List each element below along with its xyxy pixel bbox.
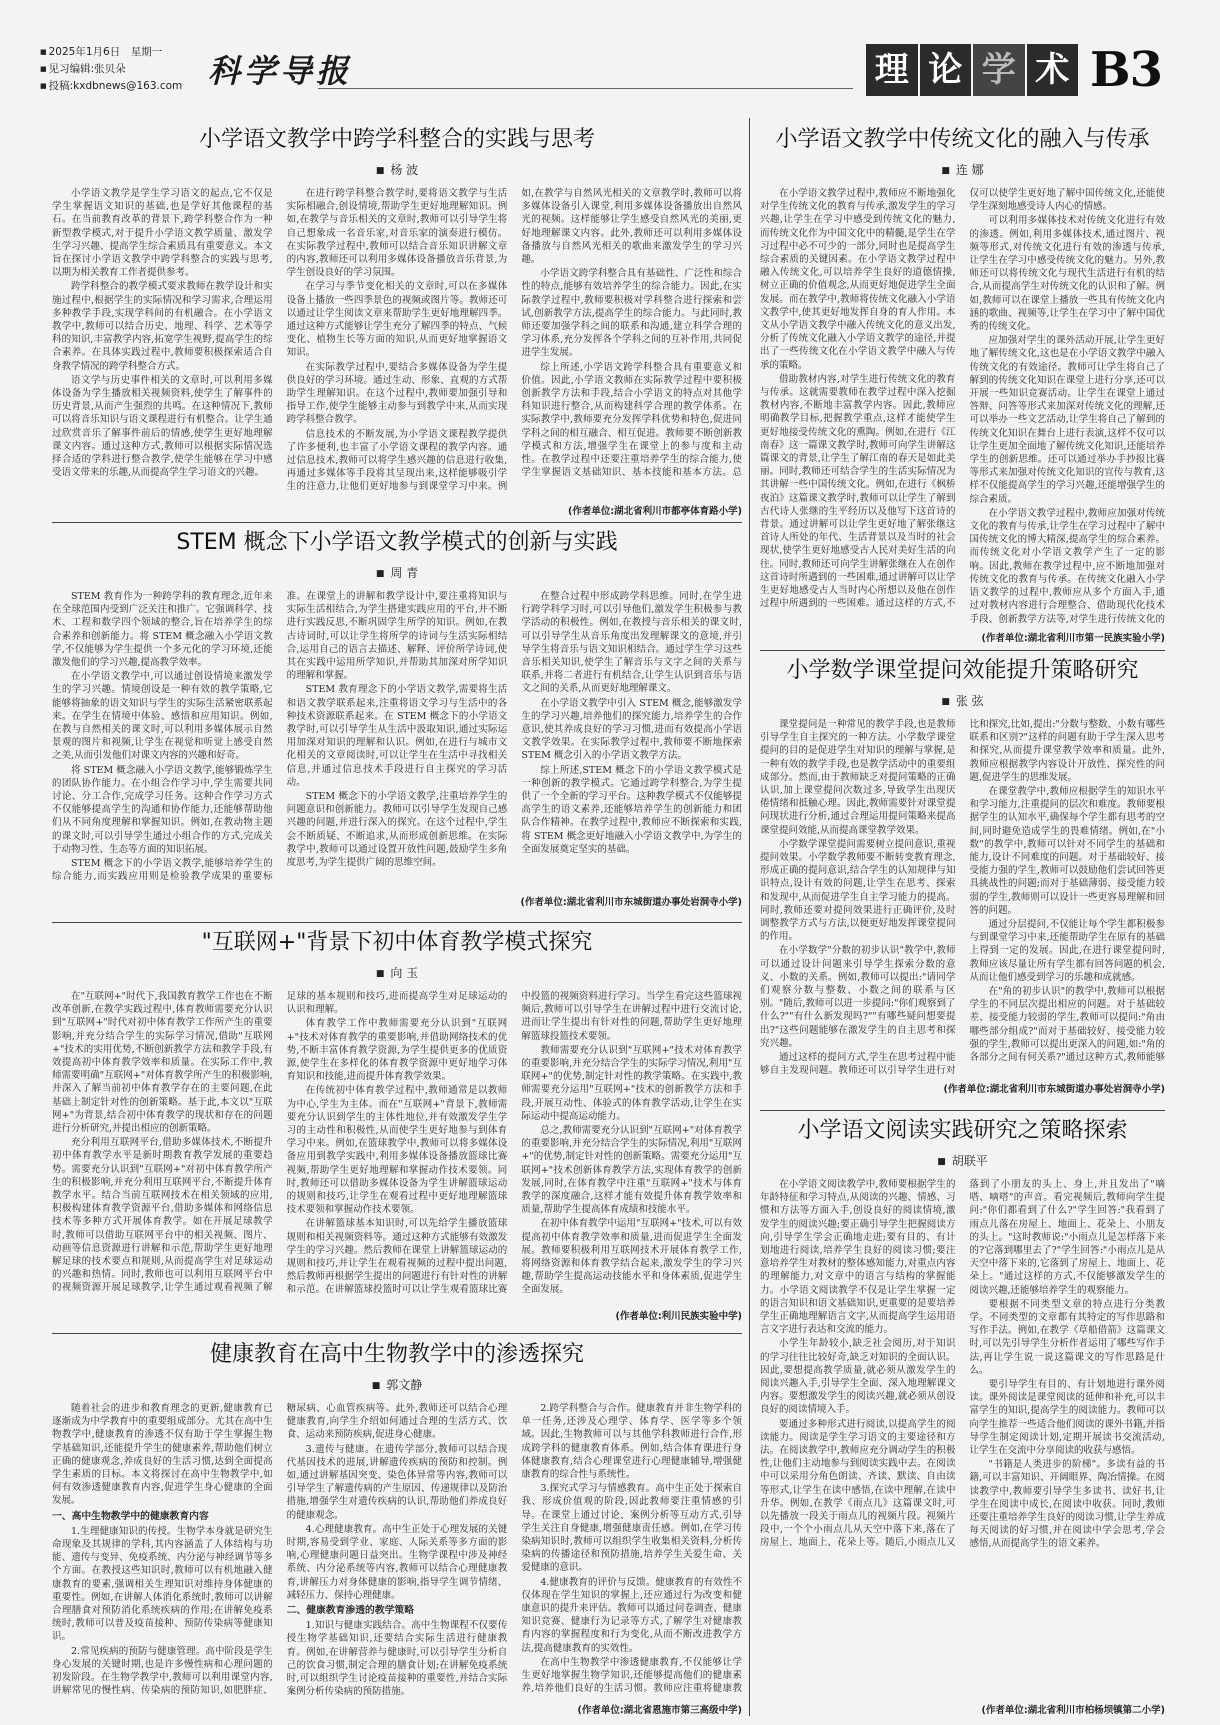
section-char: 论	[920, 44, 972, 96]
article-title: 小学语文教学中跨学科整合的实践与思考	[198, 127, 595, 152]
article-author: ■ 杨 波	[52, 161, 742, 181]
section-heading: 一、高中生物教学中的健康教育内容	[52, 1510, 209, 1522]
paragraph: STEM 教育作为一种跨学科的教育理念,近年来在全球范围内受到广泛关注和推广。它强调科学、技术、工程和数学四个领域的整合,旨在培养学生的综合素养和创新能力。将 STEM 概念融入小学语文教学,不仅能够为学生提供一个多元化的学习环境,还能激发他们的学习兴趣,提高教学效率。	[52, 591, 273, 669]
paragraph: 教师需要充分认识到"互联网+"技术对体育教学的重要影响,并充分结合学生的实际学习情况,利用"互联网+"的优势,制定针对性的教学策略。在实践中,教师需要充分运用"互联网+"技术的创新教学方法和手段,开展互动性、体验式的体育教学活动,让学生在实际运动中提高运动能力。	[521, 1044, 742, 1122]
article-title: 小学数学课堂提问效能提升策略研究	[786, 658, 1139, 683]
paragraph: 在初中体育教学中运用"互联网+"技术,可以有效提高初中体育教学效率和质量,进而促进学生全面发展。教师要积极利用互联网技术开展体育教学工作,将网络资源和体育教学结合起来,激发学生的学习兴趣,帮助学生提高运动技能水平和身体素质,促进学生全面发展。	[521, 1218, 742, 1296]
paragraph: 2.跨学科整合与合作。健康教育并非生物学科的单一任务,还涉及心理学、体育学、医学等多个领域。因此,生物教师可以与其他学科教师进行合作,形成跨学科的健康教育体系。例如,结合体育课进行身体健康教育,结合心理课堂进行心理健康辅导,增强健康教育的综合性与系统性。	[521, 1403, 742, 1481]
author-affiliation: (作者单位:湖北省利川市东城街道办事处岩洞寺小学)	[943, 1084, 1165, 1095]
paragraph: 通过分层提问,不仅能让每个学生都积极参与到课堂学习中来,还能帮助学生在原有的基础上得到一定的发展。因此,在进行课堂提问时,教师应该尽量让所有学生都有回答问题的机会,从而让他们感受到学习的乐趣和成就感。	[969, 919, 1165, 983]
paragraph: STEM 概念下的小学语文教学,能够培养学生的综合能力,而实践应用则是检验教学成果的重要标准。在课堂上的讲解和教学设计中,要注重将知识与实际生活相结合,为学生搭建实践应用的平台,并不断进行实践反思,不断巩固学生所学的知识。例如,在教古诗词时,可以让学生将所学的诗词与生活实际相结合,运用自己的语言去描述、解释、评价所学诗词,使其在实践中运用所学知识,并帮助其加深对所学知识的理解和掌握。	[52, 591, 508, 883]
paragraph: 在传统初中体育教学过程中,教师通常是以教师为中心,学生为主体。而在"互联网+"背景下,教师需要充分认识到学生的主体性地位,并有效激发学生学习的主动性和积极性,从而使学生更好地参与到体育学习中来。例如,在篮球教学中,教师可以将多媒体设备应用到教学实践中,利用多媒体设备播放篮球比赛视频,帮助学生更好地理解和掌握动作技术要领。同时,教师还可以借助多媒体设备为学生讲解篮球运动的规则和技巧,让学生在观看过程中更好地理解篮球技术要领和掌握动作技术要领。	[286, 1085, 508, 1216]
article-author: ■ 连 娜	[760, 161, 1165, 181]
author-affiliation: (作者单位:湖北省利川市都亭体育路小学)	[568, 506, 742, 517]
article-title: "互联网+"背景下初中体育教学模式探究	[201, 930, 593, 955]
paragraph: 在实际教学过程中,要结合多媒体设备为学生提供良好的学习环境。通过生动、形象、直观的方式帮助学生理解知识。在这个过程中,教师要加强引导和指导工作,使学生能够主动参与到教学中来,从而实现跨学科整合教学。	[286, 361, 508, 426]
paragraph: 应加强对学生的课外活动开展,让学生更好地了解传统文化,这也是在小学语文教学中融入传统文化的有效途径。教师可让学生将自己了解到的传统文化知识在课堂上进行分享,还可以开展一些知识竞赛活动。让学生在课堂上通过答辩、问答等形式来加深对传统文化的理解,还可以举办一些文艺活动,让学生将自己了解到的传统文化知识在舞台上进行表演,这样不仅可以让学生更加全面地了解传统文化知识,还能培养学生的创新思维。还可以通过举办手抄报比赛等形式来加强对传统文化知识的宣传与教育,这样不仅能提高学生的学习兴趣,还能增强学生的综合素质。	[969, 335, 1165, 505]
section-char: 理	[866, 44, 918, 96]
article-reading-practice	[760, 1116, 1165, 1718]
article-body	[52, 187, 742, 500]
column-divider	[749, 118, 750, 1716]
section-heading: 二、健康教育渗透的教学策略	[286, 1605, 415, 1617]
paragraph: 在讲解篮球基本知识时,可以先给学生播放篮球规则和相关视频资料等。通过这种方式能够有效激发学生的学习兴趣。然后教师在课堂上讲解篮球运动的规则和技巧,并让学生在观看视频的过程中提出问题,然后教师再根据学生提出的问题进行有针对性的讲解和示范。在讲解篮球投篮时可以让学生观看篮球比赛中投篮的视频资料进行学习。当学生看完这些篮球视频后,教师可以引导学生在讲解过程中进行交流讨论,进而让学生提出有针对性的问题,帮助学生更好地理解篮球投篮技术要领。	[286, 991, 742, 1296]
paragraph: 1.知识与健康实践结合。高中生物课程不仅要传授生物学基础知识,还要结合实际生活进行健康教育。例如,在讲解营养与健康时,可以引导学生分析自己的饮食习惯,制定合理的膳食计划;在讲解免疫系统时,可以组织学生讨论疫苗接种的重要性,并结合实际案例分析传染病的预防措施。	[286, 1620, 508, 1698]
masthead-rule	[318, 88, 853, 89]
article-health-biology	[52, 1340, 742, 1720]
paragraph: 小学语文教学是学生学习语文的起点,它不仅是学生掌握语文知识的基础,也是学好其他课程的基石。在当前教育改革的背景下,跨学科整合作为一种新型教学模式,对于提升小学语文教学质量、激发学生学习兴趣、提高学生综合素质具有重要意义。本文旨在探讨小学语文教学中跨学科整合的实践与思考,以期为相关教育工作者提供参考。	[52, 188, 273, 279]
paragraph: 要通过多种形式进行阅读,以提高学生的阅读能力。阅读是学生学习语文的主要途径和方法。在阅读教学中,教师应充分调动学生的积极性,让他们主动地参与到阅读实践中去。在阅读中可以采用分角色朗读、齐读、默读、自由读等形式,让学生在读中感悟,在读中理解,在读中升华。例如,在教学《雨点儿》这篇课文时,可以先播放一段关于雨点儿的视频片段。视频片段中,一个个小雨点儿从天空中落下来,落在了房屋上、地面上、花朵上等。随后,小雨点儿又落到了小朋友的头上、身上,并且发出了"嘀嗒、嘀嗒"的声音。看完视频后,教师向学生提问:"你们都看到了什么?"学生回答:"我看到了雨点儿落在房屋上、地面上、花朵上、小朋友的头上。"这时教师说:"小雨点儿是怎样落下来的?它落到哪里去了?"学生回答:"小雨点儿是从天空中落下来的,它落到了房屋上、地面上、花朵上。"通过这样的方式,不仅能够激发学生的阅读兴趣,还能够培养学生的观察能力。	[760, 1179, 1165, 1549]
paragraph: 总之,教师需要充分认识到"互联网+"对体育教学的重要影响,并充分结合学生的实际情况,利用"互联网+"的优势,制定针对性的创新策略。需要充分运用"互联网+"技术创新体育教学方法,实现体育教学的创新发展,同时,在体育教学中注重"互联网+"技术与体育教学的深度融合,这样才能有效提升体育教学效率和质量,帮助学生提高体育成绩和技能水平。	[521, 1125, 742, 1216]
article-cross-subject	[52, 125, 742, 520]
author-affiliation: (作者单位:湖北省利川市第一民族实验小学)	[981, 633, 1165, 644]
paragraph: 随着社会的进步和教育理念的更新,健康教育已逐渐成为中学教育中的重要组成部分。尤其在高中生物教学中,健康教育的渗透不仅有助于学生掌握生物学基础知识,还能提升学生的健康素养,帮助他们树立正确的健康观念,养成良好的生活习惯,达到全面提高学生素质的目标。本文将探讨在高中生物教学中,如何有效渗透健康教育内容,促进学生身心健康的全面发展。	[52, 1403, 273, 1507]
paragraph: 小学生年龄较小,缺乏社会阅历,对于知识的学习往往比较好奇,缺乏对知识的全面认识。因此,要想提高教学质量,就必须从激发学生的阅读兴趣入手,引导学生全面、深入地理解课文内容。要想激发学生的阅读兴趣,就必须从创设良好的阅读情境入手。	[760, 1338, 956, 1416]
paragraph: 综上所述,小学语文跨学科整合具有重要意义和价值。因此,小学语文教师在实际教学过程中要积极创新教学方法和手段,结合小学语文的特点对其他学科知识进行整合,从而构建科学合理的教学体系。在实际教学中,教师要充分发挥学科优势和特色,促进同学科之间的相互融合、相互促进。教师要不断创新教学模式和方法,增强学生在课堂上的参与度和主动性。在教学过程中还要注重培养学生的综合能力,使学生掌握语文基础知识、基本技能和基本方法。总	[521, 361, 742, 479]
paragraph: 要根据不同类型文章的特点进行分类教学。不同类型的文章都有其特定的写作思路和写作手法。例如,在教学《草船借箭》这篇课文时,可以先引导学生分析作者运用了哪些写作手法,再让学生说一说这篇课文的写作思路是什么。	[969, 1298, 1165, 1376]
paragraph: 3.遗传与健康。在遗传学部分,教师可以结合现代基因技术的进展,讲解遗传疾病的预防和控制。例如,通过讲解基因突变、染色体异常等内容,教师可以引导学生了解遗传病的产生原因、传递规律以及防治措施,增强学生对遗传疾病的认识,帮助他们养成良好的健康观念。	[286, 1443, 508, 1521]
paragraph: 在"互联网+"时代下,我国教育教学工作也在不断改革创新,在教学实践过程中,体育教师需要充分认识到"互联网+"时代对初中体育教学工作所产生的重要影响,并充分结合学生的实际学习情况,借助"互联网+"技术的实用优势,不断创新教学方法和教学手段,有效提高初中体育教学效率和质量。在实际工作中,教师需要明确"互联网+"对体育教学所产生的积极影响,并深入了解当前初中体育教学存在的主要问题,在此基础上制定针对性的创新策略。基于此,本文以"互联网+"为背景,结合初中体育教学的现状和存在的问题进行分析研究,并提出相应的创新策略。	[52, 991, 273, 1135]
paragraph: 通过这样的提问方式,学生在思考过程中能够自主发现问题。教师还可以引导学生进行对比和探究,比如,提出:"分数与整数、小数有哪些联系和区别?"这样的问题有助于学生深入思考和探究,从而提升课堂教学效率和质量。此外,教师应根据教学内容设计开放性、探究性的问题,促进学生的思维发展。	[760, 719, 1165, 1077]
article-math-questioning	[760, 656, 1165, 1106]
paragraph: 在小学语文教学中,可以通过创设情境来激发学生的学习兴趣。情境创设是一种有效的教学策略,它能够将抽象的语文知识与学生的实际生活紧密联系起来。在学生在情境中体验、感悟和应用知识。例如,在教与自然相关的课文时,可以利用多媒体展示自然景观的图片和视频,让学生在视觉和听觉上感受自然之美,从而引发他们对课文内容的兴趣和好奇。	[52, 671, 273, 762]
paragraph: 在课堂教学中,教师应根据学生的知识水平和学习能力,注重提问的层次和难度。教师要根据学生的认知水平,确保每个学生都有思考的空间,同时避免造成学生的畏难情绪。例如,在"小数"的教学中,教师可以针对不同学生的基础和能力,设计不同难度的问题。对于基础较好、接受能力强的学生,教师可以鼓励他们尝试回答更具挑战性的问题;而对于基础薄弱、接受能力较弱的学生,教师则可以设计一些更容易理解和回答的问题。	[969, 786, 1165, 916]
paragraph: 小学数学课堂提问需要树立提问意识,重视提问效果。小学数学教师要不断转变教育理念,形成正确的提问意识,结合学生的认知规律与知识特点,设计有效的问题,让学生在思考、探索和发现中,从而促进学生自主学习能力的提高。同时,教师还要对提问效果进行正确评价,及时调整教学方式与方法,以便更好地发挥课堂提问的作用。	[760, 838, 956, 943]
paragraph: STEM 教育理念下的小学语文教学,需要将生活和语文教学联系起来,注重将语文学习与生活中的各种技术资源联系起来。在 STEM 概念下的小学语文教学时,可以引导学生从生活中汲取知识,通过实际运用加深对知识的理解和认识。例如,在进行与城市文化相关的文章阅读时,可以让学生在生活中寻找相关信息,并通过信息技术手段进行自主探究的学习活动。	[286, 684, 508, 788]
article-author: ■ 张 弦	[760, 692, 1165, 712]
article-stem	[52, 528, 742, 918]
article-divider	[52, 1333, 742, 1334]
article-body	[52, 590, 742, 890]
article-title: 健康教育在高中生物教学中的渗透探究	[209, 1342, 584, 1367]
paragraph: 在小学语文教学过程中,教师应不断地强化对学生传统文化的教育与传承,激发学生的学习兴趣,让学生在学习中感受到传统文化的魅力,而传统文化作为中国文化中的精髓,是学生在学习过程中必不可少的一部分,同时也是提高学生综合素质的关键因素。在小学语文教学过程中融入传统文化,可以培养学生良好的道德情操,树立正确的价值观念,从而更好地促进学生全面发展。而在教学中,教师将传统文化融入小学语文教学中,使其更好地发挥自身的育人作用。本文从小学语文教学中融入传统文化的意义出发,分析了传统文化融入小学语文教学的途径,并提出了一些传统文化在小学语文教学中融入与传承的策略。	[760, 188, 956, 371]
paragraph: 语文学与历史事件相关的文章时,可以利用多媒体设备为学生播放相关视频资料,使学生了解事件的历史背景,从而产生强烈的共鸣。在这种情况下,教师可以将音乐知识与语文课程进行有机整合。让学生通过欣赏音乐了解事件前后的情感,使学生更好地理解课文内容。通过这种方式,教师可以根据实际情况选择合适的学科进行整合教学,使学生能够在学习中感受语文带来的乐趣,从而提高学生学习语文的兴趣。	[52, 374, 273, 479]
paragraph: 充分利用互联网平台,借助多媒体技术,不断提升初中体育教学水平是新时期教育教学发展的重要趋势。需要充分认识到"互联网+"对初中体育教学所产生的积极影响,并充分利用互联网平台,不断提升体育教学水平。结合当前互联网技术在相关领域的应用,积极构建体育教学资源平台,借助多媒体和网络信息技术等多种方式开展体育教学。如在开展足球教学时,教师可以借助互联网平台中的相关视频、图片、动画等信息资源进行讲解和示范,帮助学生更好地理解足球的技术要点和规则,从而提高学生对足球运动的兴趣和热情。同时,教师也可以利用互联网平台中的视频资源开展足球教学,让学生通过观看视频了解足球的基本规则和技巧,进而提高学生对足球运动的认识和理解。	[52, 991, 508, 1294]
paragraph: 在学习与季节变化相关的文章时,可以在多媒体设备上播放一些四季景色的视频或图片等。教师还可以通过让学生阅读文章来帮助学生更好地理解四季。通过这种方式能够让学生充分了解四季的特点、气候变化、植物生长等方面的知识,从而更好地掌握语文知识。	[286, 281, 508, 359]
article-author: ■ 向 玉	[52, 964, 742, 984]
paragraph: 3.探究式学习与情感教育。高中生正处于探索自我、形成价值观的阶段,因此教师要注重情感的引导。在课堂上通过讨论、案例分析等互动方式,引导学生关注自身健康,增强健康责任感。例如,在学习传染病知识时,教师可以组织学生收集相关资料,分析传染病的传播途径和预防措施,培养学生关爱生命、关爱健康的意识。	[521, 1483, 742, 1574]
paragraph: 体育教学工作中教师需要充分认识到"互联网+"技术对体育教学的重要影响,并借助网络技术的优势,不断丰富体育教学资源,为学生提供更多的优质资源,使学生在多样化的体育教学资源中更好地学习体育知识和技能,进而提升体育教学效果。	[286, 1018, 508, 1083]
paragraph: 将 STEM 概念融入小学语文教学,能够锻炼学生的团队协作能力。在小组合作学习中,学生需要共同讨论、分工合作,完成学习任务。这种合作学习方式不仅能够提高学生的沟通和协作能力,还能够帮助他们从不同角度理解和掌握知识。例如,在教动物主题的课文时,可以引导学生通过小组合作的方式,完成关于动物习性、生态等方面的知识拓展。	[52, 764, 273, 855]
paragraph: 可以利用多媒体技术对传统文化进行有效的渗透。例如,利用多媒体技术,通过图片、视频等形式,对传统文化进行有效的渗透与传承,让学生在学习中感受传统文化的魅力。另外,教师还可以将传统文化与现代生活进行有机的结合,从而提高学生对传统文化的认识和了解。例如,教师可以在课堂上播放一些具有传统文化内涵的歌曲、视频等,让学生在学习中了解中国优秀的传统文化。	[969, 215, 1165, 333]
paragraph: 综上所述,STEM 概念下的小学语文教学模式是一种创新的教学模式。它通过跨学科整合,为学生提供了一个全新的学习平台。这种教学模式不仅能够提高学生的语文素养,还能够培养学生的创新能力和团队合作精神。在教学过程中,教师应不断探索和实践,将 STEM 概念更好地融入小学语文教学中,为学生的全面发展奠定坚实的基础。	[521, 764, 742, 855]
article-title: STEM 概念下小学语文教学模式的创新与实践	[176, 530, 618, 555]
paragraph: 跨学科整合的教学模式要求教师在教学设计和实施过程中,根据学生的实际情况和学习需求,合理运用多种教学手段,实现学科间的有机融合。在小学语文教学中,教师可以结合历史、地理、科学、艺术等学科的知识,丰富教学内容,拓宽学生视野,提高学生的综合素养。在具体实践过程中,教师要积极探索适合自身教学情况的跨学科整合方式。	[52, 281, 273, 372]
paragraph: 4.心理健康教育。高中生正处于心理发展的关键时期,容易受到学业、家庭、人际关系等多方面的影响,心理健康问题日益突出。生物学课程中涉及神经系统、内分泌系统等内容,教师可以结合心理健康教育,讲解压力对身体健康的影响,指导学生调节情绪、减轻压力、保持心理健康。	[286, 1523, 508, 1601]
paragraph: 在小学数学"分数的初步认识"教学中,教师可以通过设计问题来引导学生探索分数的意义、小数的关系。例如,教师可以提出:"请同学们观察分数与整数、小数之间的联系与区别。"随后,教师可以进一步提问:"你们观察到了什么?""有什么新发现吗?""有哪些疑问想要提出?"这些问题能够在激发学生的自主思考和探究兴趣。	[760, 945, 956, 1049]
paragraph: 4.健康教育的评价与反馈。健康教育的有效性不仅体现在学生知识的掌握上,还应通过行为改变和健康意识的提升来评估。教师可以通过问卷调查、健康知识竞赛、健康行为记录等方式,了解学生对健康教育内容的掌握程度和行为变化,从而不断改进教学方法,提高健康教育的实效性。	[521, 1576, 742, 1654]
article-body	[52, 990, 742, 1305]
article-author: ■ 周 青	[52, 564, 742, 584]
paragraph: 课堂提问是一种常见的教学手段,也是教师引导学生自主探究的一种方法。小学数学课堂提问的目的是促进学生对知识的理解与掌握,是一种有效的教学手段,也是教学活动中的重要组成部分。然而,由于教师缺乏对提问策略的正确认识,加上课堂提问次数过多,导致学生出现厌倦情绪和抵触心理。因此,教师需要针对课堂提问现状进行分析,通过合理运用提问策略来提高课堂提问效能,从而提高课堂教学效果。	[760, 719, 956, 836]
article-title: 小学语文阅读实践研究之策略探索	[797, 1118, 1128, 1143]
paragraph: 在"角的初步认识"的教学中,教师可以根据学生的不同层次提出相应的问题。对于基础较差、接受能力较弱的学生,教师可以提问:"角由哪些部分组成?"而对于基础较好、接受能力较强的学生,教师可以提出更深入的问题,如:"角的各部分之间有何关系?"通过这种方式,教师能够	[969, 986, 1165, 1064]
article-divider	[760, 650, 1165, 651]
masthead	[0, 0, 1220, 112]
article-title: 小学语文教学中传统文化的融入与传承	[775, 127, 1150, 152]
article-body	[760, 1178, 1165, 1698]
paragraph: 在高中生物教学中渗透健康教育,不仅能够让学生更好地掌握生物学知识,还能够提高他们的健康素养,培养他们良好的生活习惯。教师应注重将健康教	[521, 1656, 742, 1695]
paragraph: 在整合过程中形成跨学科思维。同时,在学生进行跨学科学习时,可以引导他们,激发学生积极参与教学活动的积极性。例如,在教授与音乐相关的课文时,可以引导学生从音乐角度出发理解课文的意境,并引导学生将音乐与语文知识相结合。通过学生学习这些音乐相关知识,使学生了解音乐与文字之间的关系与联系,并将二者进行有机结合,让学生认识到音乐与语文之间的关系,从而更好地理解课文。	[521, 591, 742, 695]
issue-info	[40, 44, 182, 95]
article-divider	[52, 522, 742, 523]
section-banner	[866, 44, 1078, 96]
author-affiliation: (作者单位:湖北省利川市东城街道办事处岩洞寺小学)	[520, 897, 742, 908]
article-body	[52, 1402, 742, 1700]
issue-editor: ■ 见习编辑:张贝朵	[40, 61, 182, 78]
paragraph: 小学语文跨学科整合具有基础性、广泛性和综合性的特点,能够有效培养学生的综合能力。因此,在实际教学过程中,教师要积极对学科整合进行探索和尝试,创新教学方法,提高学生的综合能力。与此同时,教师还要加强学科之间的联系和沟通,建立科学合理的学习体系,充分发挥各个学科之间的互补作用,共同促进学生发展。	[521, 268, 742, 359]
issue-date: ■ 2025年1月6日 星期一	[40, 44, 182, 61]
article-traditional-culture	[760, 125, 1165, 645]
paragraph: 借助教材内容,对学生进行传统文化的教育与传承。这就需要教师在教学过程中深入挖掘教材内容,不断地丰富教学内容。因此,教师应明确教学目标,把握教学重点,这样才能使学生更好地接受传统文化的熏陶。例如,在进行《江南春》这一篇课文教学时,教师可向学生讲解这篇课文的背景,让学生了解江南的春天是如此美丽。同时,教师还可结合学生的生活实际情况为其讲解一些中国传统文化。例如,在进行《枫桥夜泊》这篇课文教学时,教师可以让学生了解到古代诗人张继的生平经历以及他写下这首诗的背景。通过讲解可以让学生更好地了解张继这首诗人所处的年代、生活背景以及当时的社会现状,使学生更好地感受古人民对美好生活的向往。同时,教师还可向学生讲解张继在人在创作这首诗时所遇到的一些困难,通过讲解可以让学生更好地感受古人当时内心所想以及他在创作过程中所遇到的一些困难。通过这样的方式,不仅可以使学生更好地了解中国传统文化,还能使学生深刻地感受诗人内心的情感。	[760, 188, 1165, 610]
article-author: ■ 胡联平	[760, 1152, 1165, 1172]
article-body	[760, 187, 1165, 627]
author-affiliation: (作者单位:湖北省利川市柏杨坝镇第二小学)	[981, 1705, 1165, 1716]
article-body	[760, 718, 1165, 1078]
paragraph: 要引导学生有目的、有计划地进行课外阅读。课外阅读是课堂阅读的延伸和补充,可以丰富学生的知识,提高学生的阅读能力。教师可以向学生推荐一些适合他们阅读的课外书籍,并指导学生制定阅读计划,定期开展读书交流活动,让学生在交流中分享阅读的收获与感悟。	[969, 1379, 1165, 1457]
article-divider	[760, 1110, 1165, 1111]
submission-email: ■ 投稿:kxdbnews@163.com	[40, 78, 182, 95]
section-char: 术	[1027, 44, 1079, 96]
paragraph: "书籍是人类进步的阶梯"。多读有益的书籍,可以丰富知识、开阔眼界、陶冶情操。在阅读教学中,教师要引导学生多读书、读好书,让学生在阅读中成长,在阅读中收获。同时,教师还要注重培养学生良好的阅读习惯,让学生养成每天阅读的好习惯,并在阅读中学会思考,学会感悟,从而提高学生的语文素养。	[969, 1459, 1165, 1550]
paragraph: 在进行跨学科整合教学时,要将语文教学与生活实际相融合,创设情境,帮助学生更好地理解知识。例如,在教学与音乐相关的文章时,教师可以引导学生将自己想象成一名音乐家,对音乐家的演奏进行模仿。在实际教学过程中,教师可以结合音乐知识讲解文章的内容,教师还可以利用多媒体设备播放音乐背景,为学生创设良好的学习氛围。	[286, 188, 508, 279]
paragraph: STEM 概念下的小学语文教学,注重培养学生的问题意识和创新能力。教师可以引导学生发现自己感兴趣的问题,并进行深入的探究。在这个过程中,学生会不断质疑、不断追求,从而形成创新思维。在实际教学中,教师可以通过设置开放性问题,鼓励学生多角度思考,为学生提供广阔的思维空间。	[286, 791, 508, 869]
newspaper-logo: 科学导报	[208, 52, 353, 90]
paragraph: 在小学语文阅读教学中,教师要根据学生的年龄特征和学习特点,从阅读的兴趣、情感、习惯和方法等方面入手,创设良好的阅读情境,激发学生的阅读兴趣;要正确引导学生把握阅读方向,引导学生学会正确地走进;要有目的、有计划地进行阅读,培养学生良好的阅读习惯;要注意培养学生对教材的整体感知能力,对重点内容的理解能力,对文章中的语言与结构的掌握能力。小学语文阅读教学不仅是让学生掌握一定的语言知识和语文基础知识,更重要的是要培养学生正确地理解语言文字,从而提高学生运用语言文字进行表达和交流的能力。	[760, 1179, 956, 1336]
paragraph: 在小学语文教学中引入 STEM 概念,能够激发学生的学习兴趣,培养他们的探究能力,培养学生的合作意识,使其养成良好的学习习惯,进而有效提高小学语文教学效果。在实际教学过程中,教师要不断地探索 STEM 概念引入的小学语文教学方法。	[521, 697, 742, 762]
page-number: B3	[1090, 42, 1162, 98]
paragraph: 2.常见疾病的预防与健康管理。高中阶段是学生身心发展的关键时期,也是许多慢性病和心理问题的初发阶段。在生物学教学中,教师可以利用课堂内容,讲解常见的慢性病、传染病的预防知识,如肥胖症、糖尿病、心血管疾病等。此外,教师还可以结合心理健康教育,向学生介绍如何通过合理的生活方式、饮食、运动来预防疾病,促进身心健康。	[52, 1403, 508, 1697]
article-author: ■ 郭文静	[52, 1376, 742, 1396]
paragraph: 1.生理健康知识的传授。生物学本身就是研究生命现象及其规律的学科,其内容涵盖了人体结构与功能、遗传与变异、免疫系统、内分泌与神经调节等多个方面。在教授这些知识时,教师可以有机地融入健康教育的要素,强调相关生理知识对维持身体健康的重要性。例如,在讲解人体消化系统时,教师可以讲解合理膳食对预防消化系统疾病的作用;在讲解免疫系统时,教师可以普及疫苗接种、预防传染病等健康知识。	[52, 1525, 273, 1643]
article-internet-pe	[52, 928, 742, 1328]
author-affiliation: (作者单位:湖北省恩施市第三高级中学)	[577, 1705, 742, 1716]
paragraph: 信息技术的不断发展,为小学语文课程教学提供了许多便利,也丰富了小学语文课程的教学内容。通过信息技术,教师可以将学生感兴趣的信息进行收集,再通过多媒体等手段将其呈现出来,这样能够吸引学生的注意力,让他们更好地参与到课堂学习中来。例如,在教学与自然风光相关的文章教学时,教师可以将多媒体设备引入课堂,利用多媒体设备播放出自然风光的视频。这样能够让学生感受自然风光的美丽,更好地理解课文内容。此外,教师还可以利用多媒体设备播放与自然风光相关的歌曲来激发学生的学习兴趣。	[286, 188, 742, 493]
article-divider	[52, 922, 742, 923]
section-char: 学	[973, 44, 1025, 96]
paragraph: 在小学语文教学过程中,教师应加强对传统文化的教育与传承,让学生在学习过程中了解中国传统文化的博大精深,提高学生的综合素养。而传统文化对小学语文教学产生了一定的影响。因此,教师在教学过程中,应不断地加强对传统文化的教育与传承。在传统文化融入小学语文教学的过程中,教师应从多个方面入手,通过对教材内容进行合理整合、借助现代化技术手段、创新教学方法等,对学生进行传统文化的	[969, 507, 1165, 625]
author-affiliation: (作者单位:利川民族实验中学)	[615, 1311, 742, 1322]
